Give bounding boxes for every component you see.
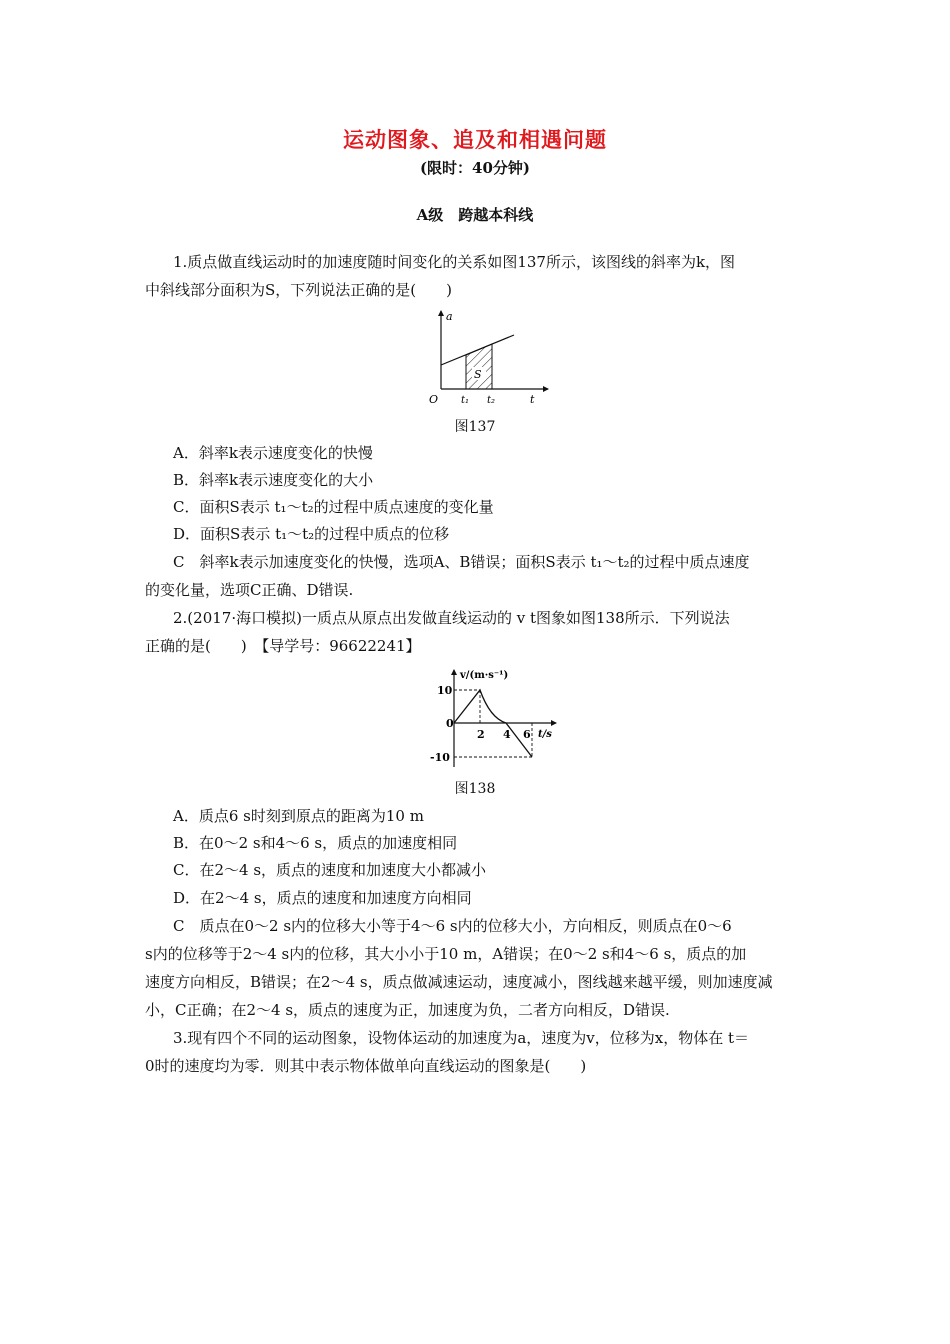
t2-label: t₂ [487, 395, 496, 406]
time-axis-label: t/s [538, 729, 552, 740]
section-heading: A级 跨越本科线 [416, 206, 534, 224]
time-limit: (限时：40分钟) [419, 159, 531, 177]
q3-stem-line-1: 3.现有四个不同的运动图象，设物体运动的加速度为a，速度为v，位移为x，物体在 t＝ [173, 1029, 749, 1047]
q2-answer-line-4: 小，C正确；在2～4 s，质点的速度为正，加速度为负，二者方向相反，D错误. [145, 1001, 670, 1019]
v-axis-label: v/(m·s⁻¹) [460, 670, 509, 681]
q1-answer-line-1: C 斜率k表示加速度变化的快慢，选项A、B错误；面积S表示 t₁～t₂的过程中质点速度 [173, 553, 750, 571]
y-tick-10: 10 [437, 684, 453, 697]
q2-option-d: D．在2～4 s，质点的速度和加速度方向相同 [173, 889, 472, 907]
q2-answer-line-2: s内的位移等于2～4 s内的位移，其大小小于10 m，A错误；在0～2 s和4～6 s，质点的加 [145, 945, 747, 963]
q1-option-a: A．斜率k表示速度变化的快慢 [173, 444, 373, 462]
q1-option-c: C．面积S表示 t₁～t₂的过程中质点速度的变化量 [173, 498, 494, 516]
q2-answer-line-1: C 质点在0～2 s内的位移大小等于4～6 s内的位移大小，方向相反，则质点在0～6 [173, 917, 732, 935]
q1-stem-line-2: 中斜线部分面积为S，下列说法正确的是( ) [145, 281, 452, 299]
t1-label: t₁ [461, 395, 470, 406]
q2-option-a: A．质点6 s时刻到原点的距离为10 m [173, 807, 424, 825]
figure-138-caption: 图138 [454, 781, 496, 797]
q2-option-c: C．在2～4 s，质点的速度和加速度大小都减小 [173, 861, 487, 879]
x-tick-6: 6 [523, 728, 531, 741]
origin-label: O [429, 393, 439, 406]
t-axis-label: t [530, 393, 535, 406]
x-tick-4: 4 [503, 728, 511, 741]
figure-137 [424, 306, 554, 410]
x-tick-2: 2 [477, 728, 485, 741]
q2-answer-line-3: 速度方向相反，B错误；在2～4 s，质点做减速运动，速度减小，图线越来越平缓，则加速度减 [145, 973, 773, 991]
shaded-area-s [466, 344, 492, 389]
q1-stem-line-1: 1.质点做直线运动时的加速度随时间变化的关系如图137所示，该图线的斜率为k，图 [173, 253, 736, 271]
page-title: 运动图象、追及和相遇问题 [343, 127, 607, 152]
figure-138 [424, 664, 564, 772]
q1-option-d: D．面积S表示 t₁～t₂的过程中质点的位移 [173, 525, 450, 543]
q2-stem-line-2: 正确的是( ) 【导学号：96622241】 [145, 637, 421, 655]
q1-answer-line-2: 的变化量，选项C正确、D错误. [145, 581, 354, 599]
a-axis-label: a [446, 310, 453, 323]
q3-stem-line-2: 0时的速度均为零．则其中表示物体做单向直线运动的图象是( ) [145, 1057, 587, 1075]
q2-option-b: B．在0～2 s和4～6 s，质点的加速度相同 [173, 834, 458, 852]
origin-0: 0 [446, 717, 454, 730]
q1-option-b: B．斜率k表示速度变化的大小 [173, 471, 374, 489]
figure-137-caption: 图137 [454, 419, 496, 435]
q2-stem-line-1: 2.(2017·海口模拟)一质点从原点出发做直线运动的 v t图象如图138所示．下列说法 [173, 609, 730, 627]
y-tick-neg10: -10 [430, 751, 450, 764]
s-label: S [474, 368, 482, 381]
